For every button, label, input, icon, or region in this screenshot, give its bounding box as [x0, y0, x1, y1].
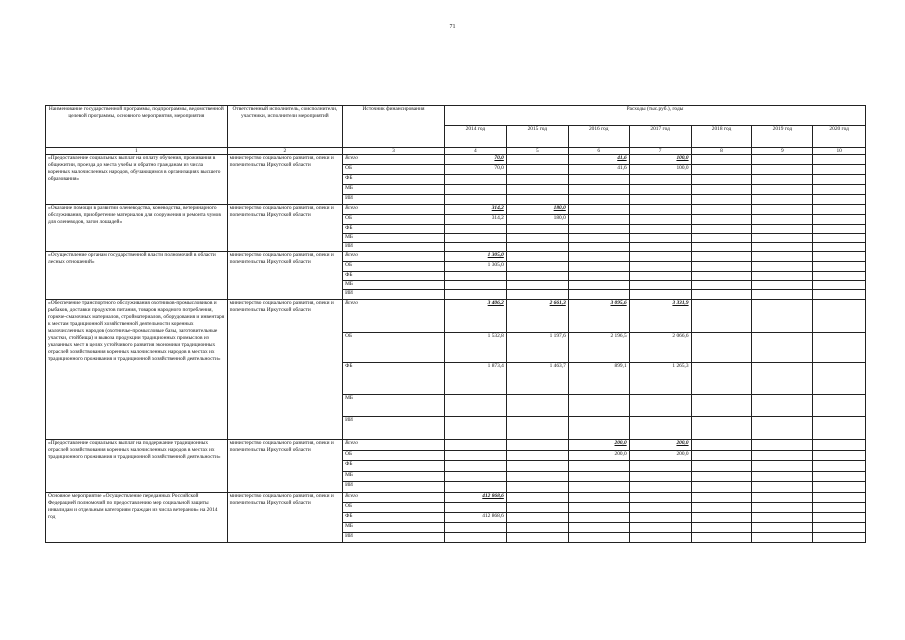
expense-value — [752, 262, 813, 272]
expense-value — [813, 300, 866, 333]
expense-value — [629, 440, 691, 451]
expense-value — [629, 290, 691, 300]
expense-value — [568, 155, 629, 165]
expense-value — [813, 205, 866, 215]
expense-value — [629, 205, 691, 215]
expense-value — [506, 234, 568, 243]
expense-value — [444, 185, 506, 195]
expense-value — [506, 503, 568, 513]
expense-value — [813, 363, 866, 395]
expense-value — [568, 513, 629, 523]
expense-value — [691, 300, 752, 333]
expense-total-value: 3 331,9 — [672, 300, 689, 306]
expense-value — [568, 175, 629, 185]
expense-value — [691, 503, 752, 513]
col-exec-header: Ответственный исполнитель, соисполнители, участники, исполнители мероприятий — [227, 106, 342, 148]
expense-value — [691, 395, 752, 417]
expense-value — [691, 175, 752, 185]
expense-value — [629, 461, 691, 472]
expense-value — [444, 175, 506, 185]
year-header: 2018 год — [691, 126, 752, 148]
expense-value — [506, 533, 568, 543]
expense-value — [813, 290, 866, 300]
expense-value — [568, 234, 629, 243]
expense-value — [752, 523, 813, 533]
expense-value — [568, 493, 629, 503]
expense-value — [444, 482, 506, 493]
expense-value — [444, 281, 506, 290]
expense-value — [752, 225, 813, 234]
expense-value: 41,6 — [568, 165, 629, 175]
expense-value — [691, 262, 752, 272]
expense-value — [752, 272, 813, 281]
funding-source: ИИ — [343, 482, 445, 493]
expense-total-value: 100,0 — [676, 155, 689, 161]
expense-value — [444, 234, 506, 243]
funding-source: Всего — [343, 205, 445, 215]
expense-value — [752, 155, 813, 165]
table-row — [46, 493, 866, 503]
expense-value — [629, 185, 691, 195]
expense-value: 314,2 — [444, 215, 506, 225]
expense-value — [691, 290, 752, 300]
expense-value — [813, 175, 866, 185]
expense-total-value: 314,2 — [491, 205, 504, 211]
funding-source: ФБ — [343, 513, 445, 523]
expense-value — [444, 195, 506, 205]
expense-value — [506, 417, 568, 440]
expense-value — [752, 175, 813, 185]
expense-value — [444, 300, 506, 333]
responsible-executor: министерство социального развития, опеки и попечительства Иркутской области — [227, 440, 342, 493]
expense-value — [568, 472, 629, 482]
expense-value — [444, 417, 506, 440]
funding-source: ОБ — [343, 451, 445, 461]
expense-value — [813, 472, 866, 482]
table-row — [46, 155, 866, 165]
expense-value — [752, 417, 813, 440]
expense-value — [444, 155, 506, 165]
expense-value — [444, 472, 506, 482]
expense-value — [568, 225, 629, 234]
expense-value — [629, 503, 691, 513]
expense-value — [752, 252, 813, 262]
expense-value — [568, 461, 629, 472]
expense-value — [813, 523, 866, 533]
expense-value — [444, 205, 506, 215]
expense-value — [813, 333, 866, 363]
expense-value — [568, 262, 629, 272]
expense-value — [813, 252, 866, 262]
header-row — [46, 106, 866, 126]
expense-value — [691, 440, 752, 451]
expense-value — [568, 300, 629, 333]
expense-value — [752, 215, 813, 225]
expense-value — [691, 513, 752, 523]
expense-value: 200,0 — [568, 451, 629, 461]
activity-name: «Обеспечение транспортного обслуживания охотников-промысловиков и рыбаков, доставки продуктов питания, товаров народного потребления, горюче-смазочных материалов, стройматериалов, оборудования и инвентаря к местам традиционной хозяйственной деятельности коренных малочисленных народов (охотничье-промысловые базы, заготовительные участки, стойбища) и вывоза продукции традиционных промыслов из указанных мест в целях устойчивого развития экономики традиционных отраслей хозяйствования коренных малочисленных народов в местах их традиционного проживания и традиционной хозяйственной деятельности» — [46, 300, 228, 440]
expense-value — [752, 482, 813, 493]
expense-value — [629, 195, 691, 205]
expense-value — [506, 175, 568, 185]
expense-total-value: 180,0 — [553, 205, 566, 211]
expense-value — [691, 225, 752, 234]
expense-value — [506, 513, 568, 523]
expense-value — [691, 417, 752, 440]
expense-value — [691, 215, 752, 225]
expense-value — [752, 395, 813, 417]
expense-value — [752, 451, 813, 461]
funding-source: Всего — [343, 155, 445, 165]
expense-value — [813, 451, 866, 461]
expense-value — [691, 523, 752, 533]
expense-value — [813, 225, 866, 234]
expense-value — [568, 482, 629, 493]
activity-name: «Предоставление социальных выплат на поддержание традиционных отраслей хозяйствования коренных малочисленных народов в местах их традиционного проживания и традиционной хозяйственной деятельности» — [46, 440, 228, 493]
expense-value — [752, 195, 813, 205]
expense-value: 200,0 — [629, 451, 691, 461]
expense-value — [752, 513, 813, 523]
expense-value — [568, 290, 629, 300]
expense-value — [506, 155, 568, 165]
funding-source: ИИ — [343, 290, 445, 300]
funding-source: ФБ — [343, 225, 445, 234]
expense-value — [629, 243, 691, 252]
responsible-executor: министерство социального развития, опеки и попечительства Иркутской области — [227, 300, 342, 440]
funding-source: ОБ — [343, 165, 445, 175]
expense-value — [691, 243, 752, 252]
expense-value — [506, 482, 568, 493]
table-row — [46, 440, 866, 451]
expense-value — [444, 290, 506, 300]
expense-total-value: 3 095,6 — [610, 300, 627, 306]
expense-total-value: 412 868,6 — [482, 493, 504, 499]
expense-value — [691, 461, 752, 472]
expense-total-value: 1 305,0 — [487, 252, 504, 258]
expense-value — [506, 290, 568, 300]
expense-value — [813, 272, 866, 281]
column-number: 4 — [444, 148, 506, 155]
expense-value — [506, 300, 568, 333]
expense-value — [568, 185, 629, 195]
column-number: 9 — [752, 148, 813, 155]
expense-value — [568, 252, 629, 262]
expense-value — [568, 503, 629, 513]
expense-total-value: 200,0 — [676, 440, 689, 446]
expense-value — [813, 281, 866, 290]
expense-value — [691, 185, 752, 195]
responsible-executor: министерство социального развития, опеки и попечительства Иркутской области — [227, 493, 342, 543]
expense-value — [629, 472, 691, 482]
column-numbers-row — [46, 148, 866, 155]
expense-value: 1 873,4 — [444, 363, 506, 395]
expense-total-value: 2 661,3 — [549, 300, 566, 306]
funding-source: МБ — [343, 234, 445, 243]
expense-value — [752, 234, 813, 243]
expense-value: 1 197,6 — [506, 333, 568, 363]
expense-value — [506, 252, 568, 262]
expense-value: 1 265,3 — [629, 363, 691, 395]
expense-value: 100,0 — [629, 165, 691, 175]
expense-value — [568, 533, 629, 543]
column-number: 5 — [506, 148, 568, 155]
expense-value — [752, 333, 813, 363]
expense-value — [629, 252, 691, 262]
expense-value — [691, 451, 752, 461]
year-header: 2020 год — [813, 126, 866, 148]
expense-value — [629, 300, 691, 333]
expense-value: 2 066,6 — [629, 333, 691, 363]
table-row — [46, 300, 866, 333]
expense-value — [813, 533, 866, 543]
expense-value — [568, 523, 629, 533]
expense-value — [506, 165, 568, 175]
expense-value — [813, 493, 866, 503]
expense-value — [506, 225, 568, 234]
expense-total-value: 200,0 — [614, 440, 627, 446]
expense-value — [506, 440, 568, 451]
funding-source: ОБ — [343, 333, 445, 363]
expense-value — [752, 165, 813, 175]
expense-value — [506, 451, 568, 461]
activity-name: «Осуществление органам государственной власти полномочий в области лесных отношений» — [46, 252, 228, 300]
year-header: 2017 год — [629, 126, 691, 148]
expense-value — [691, 234, 752, 243]
expense-value: 1 532,8 — [444, 333, 506, 363]
expense-value — [752, 300, 813, 333]
expense-value — [444, 461, 506, 472]
funding-source: ИИ — [343, 195, 445, 205]
expense-value — [568, 417, 629, 440]
expense-value — [691, 165, 752, 175]
funding-source: ОБ — [343, 503, 445, 513]
expense-total-value: 41,6 — [617, 155, 627, 161]
expense-value — [506, 243, 568, 252]
funding-source: ИИ — [343, 417, 445, 440]
funding-source: ОБ — [343, 262, 445, 272]
expense-value — [444, 451, 506, 461]
expense-value — [629, 281, 691, 290]
expense-value — [752, 290, 813, 300]
table-row — [46, 205, 866, 215]
expense-value — [813, 243, 866, 252]
expense-value — [691, 272, 752, 281]
expense-total-value: 70,0 — [494, 155, 504, 161]
expense-value — [691, 195, 752, 205]
expense-value — [691, 482, 752, 493]
funding-source: Всего — [343, 252, 445, 262]
funding-source: Всего — [343, 493, 445, 503]
expense-value — [691, 281, 752, 290]
expense-value — [506, 493, 568, 503]
funding-source: ФБ — [343, 175, 445, 185]
expense-value — [568, 281, 629, 290]
expense-value — [813, 395, 866, 417]
expense-value — [691, 363, 752, 395]
expense-value — [506, 185, 568, 195]
responsible-executor: министерство социального развития, опеки и попечительства Иркутской области — [227, 205, 342, 252]
page-number: 71 — [449, 24, 456, 30]
expense-value — [629, 272, 691, 281]
expense-value — [813, 215, 866, 225]
funding-source: ФБ — [343, 272, 445, 281]
expense-value — [752, 185, 813, 195]
expense-value — [568, 272, 629, 281]
expense-value: 412 868,6 — [444, 513, 506, 523]
expense-value — [691, 493, 752, 503]
column-number: 1 — [46, 148, 228, 155]
activity-name: Основное мероприятие «Осуществление переданных Российской Федерацией полномочий по предоставлению мер социальной защиты инвалидам и отдельным категориям граждан из числа ветеранов» на 2014 год — [46, 493, 228, 543]
expense-value — [752, 363, 813, 395]
expense-value — [506, 472, 568, 482]
funding-source: МБ — [343, 185, 445, 195]
activity-name: «Предоставление социальных выплат на оплату обучения, проживания в общежитии, проезда до места учебы и обратно гражданам из числа коренных малочисленных народов, обучающимся в организациях высшего образования» — [46, 155, 228, 205]
expense-value — [629, 225, 691, 234]
expense-value — [506, 205, 568, 215]
col-source-header: Источник финансирования — [343, 106, 445, 148]
expense-value — [568, 215, 629, 225]
expense-value — [752, 281, 813, 290]
expense-value — [444, 523, 506, 533]
year-header: 2014 год — [444, 126, 506, 148]
expense-value — [629, 482, 691, 493]
column-number: 6 — [568, 148, 629, 155]
funding-source: Всего — [343, 440, 445, 451]
expense-value — [752, 461, 813, 472]
expense-value — [813, 185, 866, 195]
expense-value — [629, 395, 691, 417]
expense-value — [629, 417, 691, 440]
expense-value — [444, 533, 506, 543]
expense-value: 1 463,7 — [506, 363, 568, 395]
year-header: 2016 год — [568, 126, 629, 148]
expense-value — [568, 440, 629, 451]
activity-name: «Оказание помощи в развитии оленеводства, коневодства, ветеринарного обслуживания, приобретение материалов для сооружения и ремонта чумов для оленеводов, загон лошадей» — [46, 205, 228, 252]
expense-value — [691, 155, 752, 165]
expense-value — [813, 461, 866, 472]
expense-value — [629, 493, 691, 503]
table-row — [46, 252, 866, 262]
responsible-executor: министерство социального развития, опеки и попечительства Иркутской области — [227, 155, 342, 205]
expense-value — [629, 513, 691, 523]
expense-value — [444, 272, 506, 281]
funding-source: ИИ — [343, 533, 445, 543]
expense-value — [813, 262, 866, 272]
expense-value — [813, 417, 866, 440]
expense-value — [444, 395, 506, 417]
expense-value — [629, 175, 691, 185]
expense-value — [444, 493, 506, 503]
column-number: 2 — [227, 148, 342, 155]
expense-value — [691, 333, 752, 363]
column-number: 10 — [813, 148, 866, 155]
expense-value — [691, 252, 752, 262]
expense-value — [752, 503, 813, 513]
funding-source: ОБ — [343, 215, 445, 225]
expense-value — [629, 234, 691, 243]
expense-value — [752, 472, 813, 482]
funding-source: МБ — [343, 281, 445, 290]
expense-total-value: 3 406,2 — [487, 300, 504, 306]
expense-value — [813, 165, 866, 175]
expense-value — [813, 440, 866, 451]
expense-value — [813, 195, 866, 205]
expense-value — [752, 205, 813, 215]
expense-value: 899,1 — [568, 363, 629, 395]
expense-value — [568, 395, 629, 417]
expense-value: 180,0 — [506, 215, 568, 225]
expense-value — [506, 281, 568, 290]
expense-value: 1 305,0 — [444, 262, 506, 272]
funding-source: ФБ — [343, 461, 445, 472]
expense-value — [629, 533, 691, 543]
expense-value — [629, 215, 691, 225]
expense-value — [691, 205, 752, 215]
expense-value — [813, 155, 866, 165]
column-number: 7 — [629, 148, 691, 155]
expense-value — [568, 195, 629, 205]
col-name-header: Наименование государственной программы, подпрограммы, ведомственной целевой программы, основного мероприятия, мероприятия — [46, 106, 228, 148]
budget-table — [45, 105, 866, 543]
funding-source: МБ — [343, 523, 445, 533]
expense-value — [568, 205, 629, 215]
expense-value — [752, 440, 813, 451]
expense-value — [691, 533, 752, 543]
column-number: 3 — [343, 148, 445, 155]
responsible-executor: министерство социального развития, опеки и попечительства Иркутской области — [227, 252, 342, 300]
funding-source: Всего — [343, 300, 445, 333]
expense-value — [813, 513, 866, 523]
funding-source: МБ — [343, 395, 445, 417]
expense-value — [813, 234, 866, 243]
year-header: 2015 год — [506, 126, 568, 148]
expense-value — [752, 493, 813, 503]
expense-value — [506, 272, 568, 281]
expense-value — [444, 252, 506, 262]
expense-value — [506, 262, 568, 272]
expense-value — [691, 472, 752, 482]
expense-value — [813, 482, 866, 493]
expense-value — [506, 395, 568, 417]
column-number: 8 — [691, 148, 752, 155]
funding-source: МБ — [343, 472, 445, 482]
expense-value — [444, 440, 506, 451]
expense-value — [813, 503, 866, 513]
expense-value — [444, 503, 506, 513]
expense-value — [506, 195, 568, 205]
expense-value — [506, 461, 568, 472]
expense-value — [752, 243, 813, 252]
expense-value — [629, 155, 691, 165]
expense-value — [629, 262, 691, 272]
expense-value — [629, 523, 691, 533]
funding-source: ФБ — [343, 363, 445, 395]
expense-value — [752, 533, 813, 543]
expense-value: 2 196,5 — [568, 333, 629, 363]
year-header: 2019 год — [752, 126, 813, 148]
funding-source: ИИ — [343, 243, 445, 252]
expense-value — [444, 225, 506, 234]
expense-value — [568, 243, 629, 252]
expense-value — [506, 523, 568, 533]
expense-value: 70,0 — [444, 165, 506, 175]
col-expenses-header: Расходы (тыс.руб.), годы — [444, 106, 865, 126]
expense-value — [444, 243, 506, 252]
